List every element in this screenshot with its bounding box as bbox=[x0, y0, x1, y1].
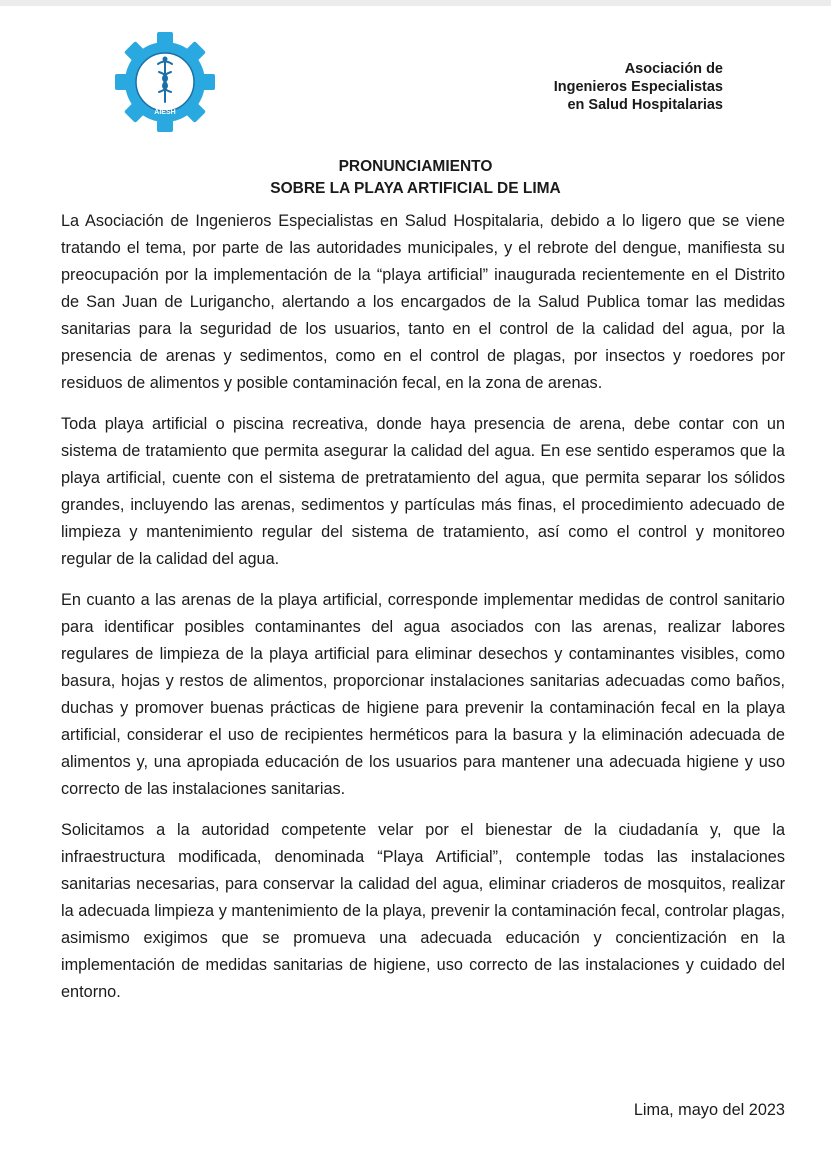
title-line-1: PRONUNCIAMIENTO bbox=[338, 158, 493, 175]
logo-text: AIESH bbox=[154, 109, 176, 116]
place-date-signoff: Lima, mayo del 2023 bbox=[633, 1101, 785, 1119]
org-line-3: en Salud Hospitalarias bbox=[567, 97, 723, 113]
paragraph-1: La Asociación de Ingenieros Especialistas en Salud Hospitalaria, debido a lo ligero que se viene tratando el tema, por parte de las autoridades municipales, y el rebrote del dengue, manifiesta su preocupación por la implementación de la “playa artificial” inaugurada recientemente en el Distrito de San Juan de Lurigancho, alertando a los encargados de la Salud Publica tomar las medidas sanitarias para la seguridad de los usuarios, tanto en el control de la calidad del agua, por la presencia de arenas y sedimentos, como en el control de plagas, por insectos y roedores por residuos de alimentos y posible contaminación fecal, en la zona de arenas. bbox=[61, 212, 785, 392]
organization-logo bbox=[113, 30, 217, 134]
paragraph-4: Solicitamos a la autoridad competente velar por el bienestar de la ciudadanía y, que la infraestructura modificada, denominada “Playa Artificial”, contemple todas las instalaciones sanitarias necesarias, para conservar la calidad del agua, eliminar criaderos de mosquitos, realizar la adecuada limpieza y mantenimiento de la playa, prevenir la contaminación fecal, controlar plagas, asimismo exigimos que se promueva una adecuada educación y concientización en la implementación de medidas sanitarias de higiene, uso correcto de las instalaciones y cuidado del entorno. bbox=[61, 821, 785, 1001]
paragraph-2: Toda playa artificial o piscina recreativa, donde haya presencia de arena, debe contar con un sistema de tratamiento que permita asegurar la calidad del agua. En ese sentido esperamos que la playa artificial, cuente con el sistema de pretratamiento del agua, que permita separar los sólidos grandes, incluyendo las arenas, sedimentos y partículas más finas, el procedimiento adecuado de limpieza y mantenimiento regular del sistema de tratamiento, así como el control y monitoreo regular de la calidad del agua. bbox=[61, 415, 785, 568]
org-line-2: Ingenieros Especialistas bbox=[553, 79, 723, 95]
document-body bbox=[61, 208, 785, 1020]
title-line-2: SOBRE LA PLAYA ARTIFICIAL DE LIMA bbox=[270, 180, 561, 197]
caduceus-gear-logo-icon bbox=[113, 30, 217, 134]
organization-name bbox=[554, 60, 723, 114]
document-title bbox=[0, 156, 831, 200]
org-line-1: Asociación de bbox=[624, 61, 723, 77]
paragraph-3: En cuanto a las arenas de la playa artificial, corresponde implementar medidas de control sanitario para identificar posibles contaminantes del agua asociados con las arenas, realizar labores regulares de limpieza de la playa artificial para eliminar desechos y contaminantes visibles, como basura, hojas y restos de alimentos, proporcionar instalaciones sanitarias adecuadas como baños, duchas y promover buenas prácticas de higiene para prevenir la contaminación fecal en la playa artificial, considerar el uso de recipientes herméticos para la basura y la eliminación adecuada de alimentos y, una apropiada educación de los usuarios para mantener una adecuada higiene y uso correcto de las instalaciones sanitarias. bbox=[61, 591, 785, 798]
top-border bbox=[0, 0, 831, 6]
